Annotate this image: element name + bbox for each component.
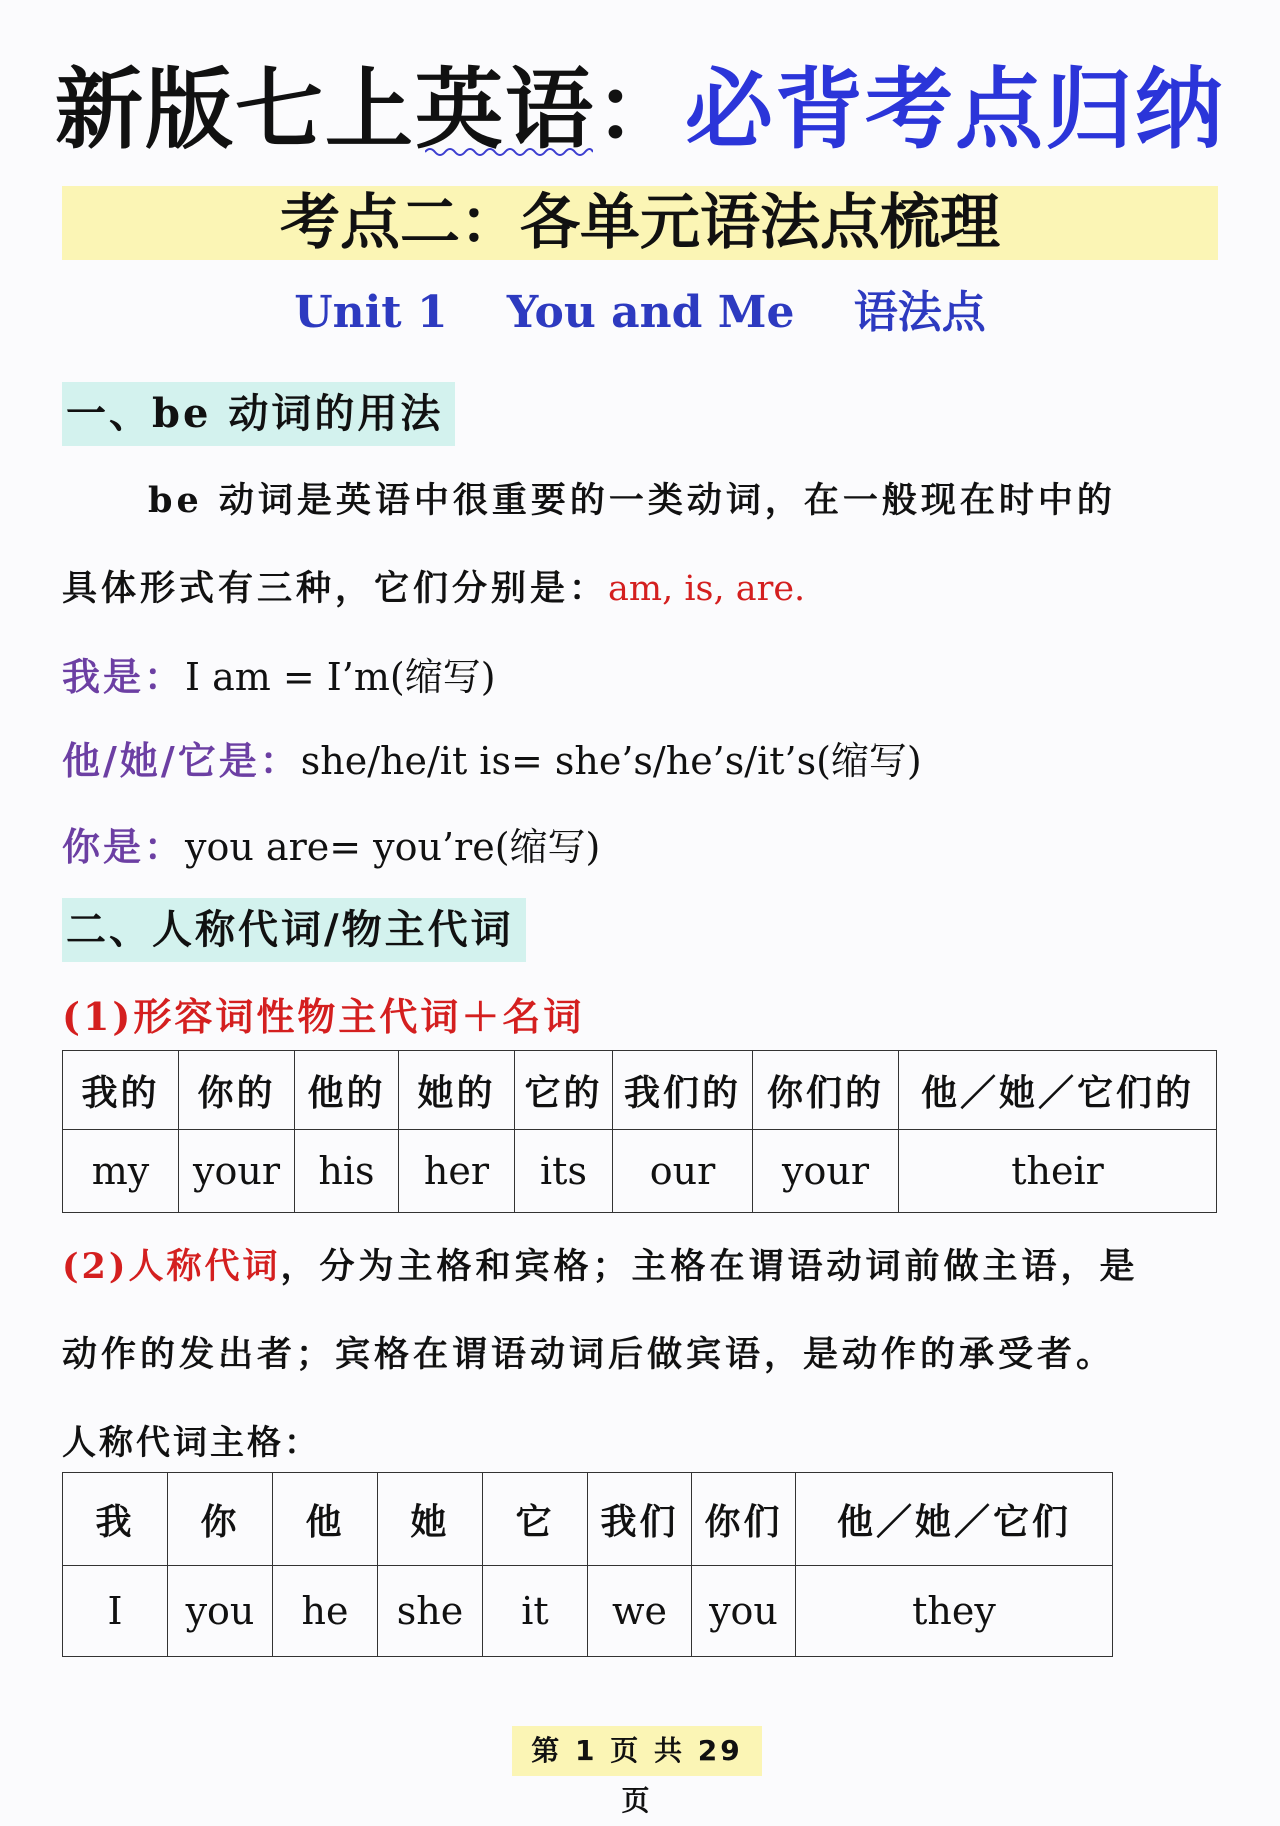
table-cell: 我: [63, 1473, 168, 1566]
nominative-header-row: [63, 1473, 1113, 1566]
table-cell: 我们: [588, 1473, 692, 1566]
be-label: 我是：: [62, 654, 186, 699]
personal-pronoun-text: ，分为主格和宾格；主格在谓语动词前做主语，是: [280, 1246, 1139, 1287]
be-text: you are= you’re(缩写): [185, 825, 601, 869]
possessive-header-row: [63, 1051, 1217, 1130]
table-cell: I: [63, 1566, 168, 1657]
be-line-i: [62, 652, 496, 702]
be-forms: am, is, are.: [608, 569, 806, 609]
be-text: she/he/it is= she’s/he’s/it’s(缩写): [300, 739, 922, 783]
unit-number: Unit 1: [294, 287, 448, 338]
section1-paragraph-line1: be 动词是英语中很重要的一类动词，在一般现在时中的: [148, 480, 1116, 521]
wavy-underline: [425, 146, 593, 158]
table-cell: 它的: [515, 1051, 613, 1130]
possessive-subheading: (1)形容词性物主代词＋名词: [62, 994, 585, 1039]
unit-heading: [0, 283, 1280, 343]
be-label: 他/她/它是：: [62, 738, 301, 783]
be-text: I am = I’m(缩写): [185, 655, 496, 699]
table-cell: 我的: [63, 1051, 179, 1130]
table-cell: her: [399, 1130, 515, 1213]
table-cell: your: [753, 1130, 899, 1213]
nominative-table: [62, 1472, 1113, 1657]
possessive-table: [62, 1050, 1217, 1213]
table-cell: 我们的: [613, 1051, 753, 1130]
table-cell: you: [168, 1566, 273, 1657]
personal-pronoun-paragraph-line2: 动作的发出者；宾格在谓语动词后做宾语，是动作的承受者。: [62, 1334, 1116, 1375]
section1-heading: 一、be 动词的用法: [62, 382, 455, 446]
table-cell: 他: [273, 1473, 378, 1566]
table-cell: we: [588, 1566, 692, 1657]
table-cell: she: [378, 1566, 483, 1657]
nominative-value-row: [63, 1566, 1113, 1657]
table-cell: 你: [168, 1473, 273, 1566]
possessive-value-row: [63, 1130, 1217, 1213]
nominative-heading: 人称代词主格：: [62, 1423, 321, 1463]
page-number: 第 1 页 共 29 页: [531, 1734, 743, 1817]
table-cell: 它: [483, 1473, 588, 1566]
section1-paragraph-line2: [62, 564, 1222, 614]
table-cell: 他的: [295, 1051, 399, 1130]
table-cell: 他／她／它们: [796, 1473, 1113, 1566]
be-line-you: [62, 822, 600, 872]
table-cell: it: [483, 1566, 588, 1657]
table-cell: he: [273, 1566, 378, 1657]
table-cell: your: [179, 1130, 295, 1213]
table-cell: his: [295, 1130, 399, 1213]
be-label: 你是：: [62, 824, 186, 869]
table-cell: 你们的: [753, 1051, 899, 1130]
section2-heading: 二、人称代词/物主代词: [62, 898, 526, 962]
table-cell: 你们: [692, 1473, 796, 1566]
personal-pronoun-label: (2)人称代词: [62, 1246, 281, 1287]
main-title: [0, 55, 1280, 165]
main-title-right: 必背考点归纳: [685, 58, 1226, 161]
table-cell: they: [796, 1566, 1113, 1657]
table-cell: my: [63, 1130, 179, 1213]
subtitle: 考点二：各单元语法点梳理: [280, 188, 1000, 258]
table-cell: 你的: [179, 1051, 295, 1130]
table-cell: 他／她／它们的: [899, 1051, 1217, 1130]
table-cell: 她的: [399, 1051, 515, 1130]
table-cell: our: [613, 1130, 753, 1213]
section1-paragraph-text: 具体形式有三种，它们分别是：: [62, 568, 609, 609]
personal-pronoun-paragraph-line1: [62, 1242, 1222, 1292]
unit-name: You and Me: [506, 287, 795, 338]
unit-topic: 语法点: [853, 287, 986, 338]
table-cell: their: [899, 1130, 1217, 1213]
main-title-left: 新版七上英语：: [54, 58, 685, 161]
table-cell: you: [692, 1566, 796, 1657]
be-line-he-she-it: [62, 736, 922, 786]
table-cell: its: [515, 1130, 613, 1213]
table-cell: 她: [378, 1473, 483, 1566]
